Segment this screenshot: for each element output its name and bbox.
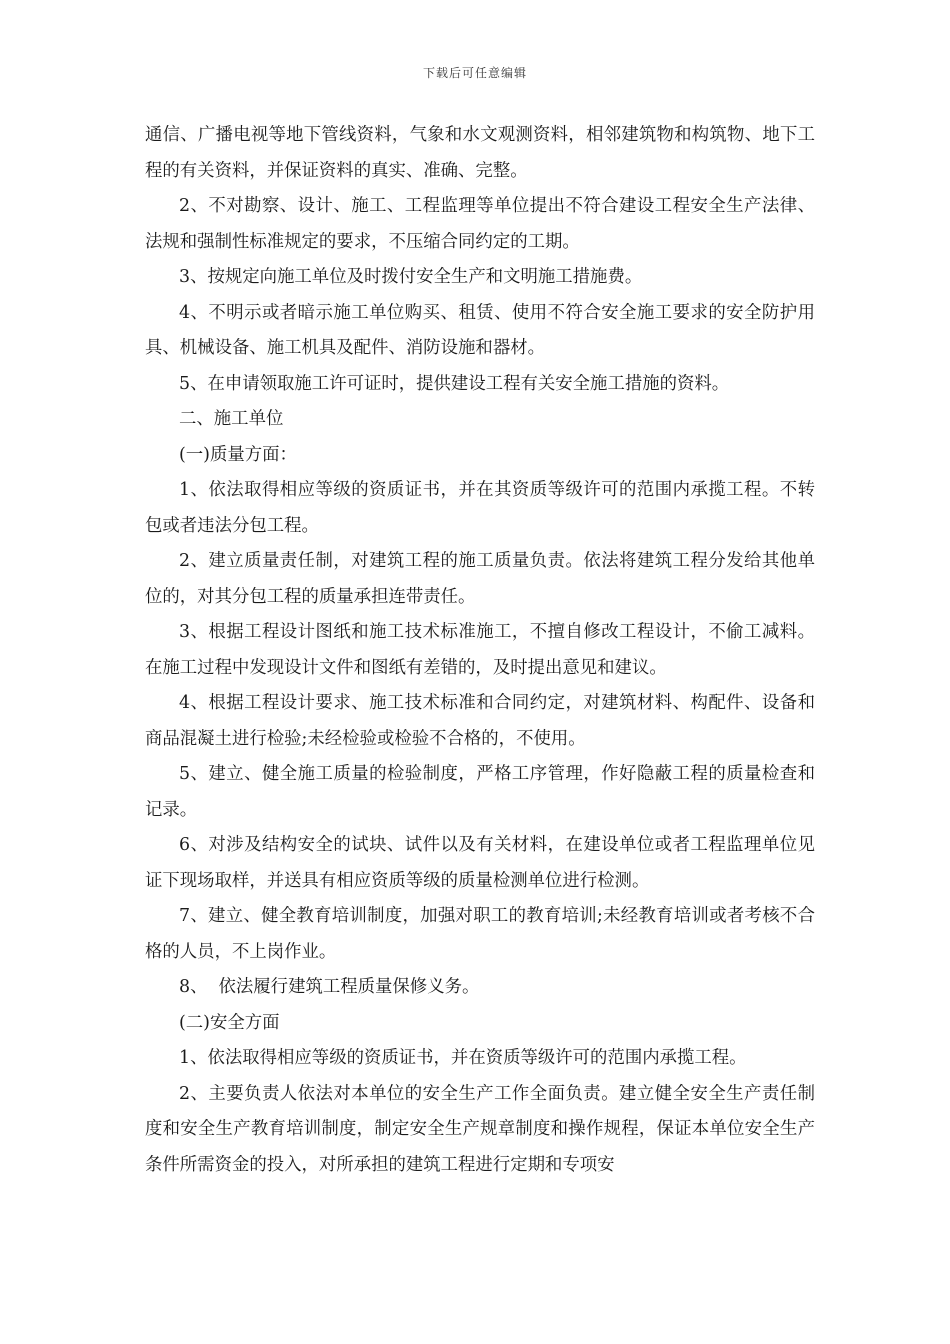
paragraph: 1、依法取得相应等级的资质证书，并在其资质等级许可的范围内承揽工程。不转包或者违法分包工程。	[145, 480, 815, 536]
paragraph: 6、对涉及结构安全的试块、试件以及有关材料，在建设单位或者工程监理单位见证下现场取样，并送具有相应资质等级的质量检测单位进行检测。	[145, 835, 815, 891]
paragraph: 5、在申请领取施工许可证时，提供建设工程有关安全施工措施的资料。	[179, 373, 730, 394]
paragraph: 4、不明示或者暗示施工单位购买、租赁、使用不符合安全施工要求的安全防护用具、机械设备、施工机具及配件、消防设施和器材。	[145, 302, 815, 358]
paragraph: 8、 依法履行建筑工程质量保修义务。	[179, 977, 480, 997]
paragraph: 通信、广播电视等地下管线资料，气象和水文观测资料，相邻建筑物和构筑物、地下工程的有关资料，并保证资料的真实、准确、完整。	[145, 125, 815, 181]
subsection-heading: (二)安全方面	[179, 1012, 280, 1033]
page-header: 下载后可任意编辑	[422, 66, 527, 80]
subsection-heading: (一)质量方面：	[179, 444, 297, 465]
paragraph: 2、建立质量责任制，对建筑工程的施工质量负责。依法将建筑工程分发给其他单位的，对其分包工程的质量承担连带责任。	[145, 551, 815, 607]
paragraph: 2、不对勘察、设计、施工、工程监理等单位提出不符合建设工程安全生产法律、法规和强制性标准规定的要求，不压缩合同约定的工期。	[145, 196, 815, 252]
paragraph: 4、根据工程设计要求、施工技术标准和合同约定，对建筑材料、构配件、设备和商品混凝土进行检验;未经检验或检验不合格的，不使用。	[145, 693, 815, 749]
section-heading: 二、施工单位	[179, 409, 284, 429]
paragraph: 3、按规定向施工单位及时拨付安全生产和文明施工措施费。	[179, 267, 643, 287]
paragraph: 1、依法取得相应等级的资质证书，并在资质等级许可的范围内承揽工程。	[179, 1048, 747, 1068]
paragraph: 2、主要负责人依法对本单位的安全生产工作全面负责。建立健全安全生产责任制度和安全生产教育培训制度，制定安全生产规章制度和操作规程，保证本单位安全生产条件所需资金的投入，对所承担的建筑工程进行定期和专项安	[145, 1083, 815, 1175]
paragraph: 5、建立、健全施工质量的检验制度，严格工序管理，作好隐蔽工程的质量检查和记录。	[145, 764, 815, 820]
document-body	[145, 118, 815, 1183]
paragraph: 3、根据工程设计图纸和施工技术标准施工，不擅自修改工程设计，不偷工减料。在施工过程中发现设计文件和图纸有差错的，及时提出意见和建议。	[145, 622, 815, 678]
paragraph: 7、建立、健全教育培训制度，加强对职工的教育培训;未经教育培训或者考核不合格的人员，不上岗作业。	[145, 906, 815, 962]
